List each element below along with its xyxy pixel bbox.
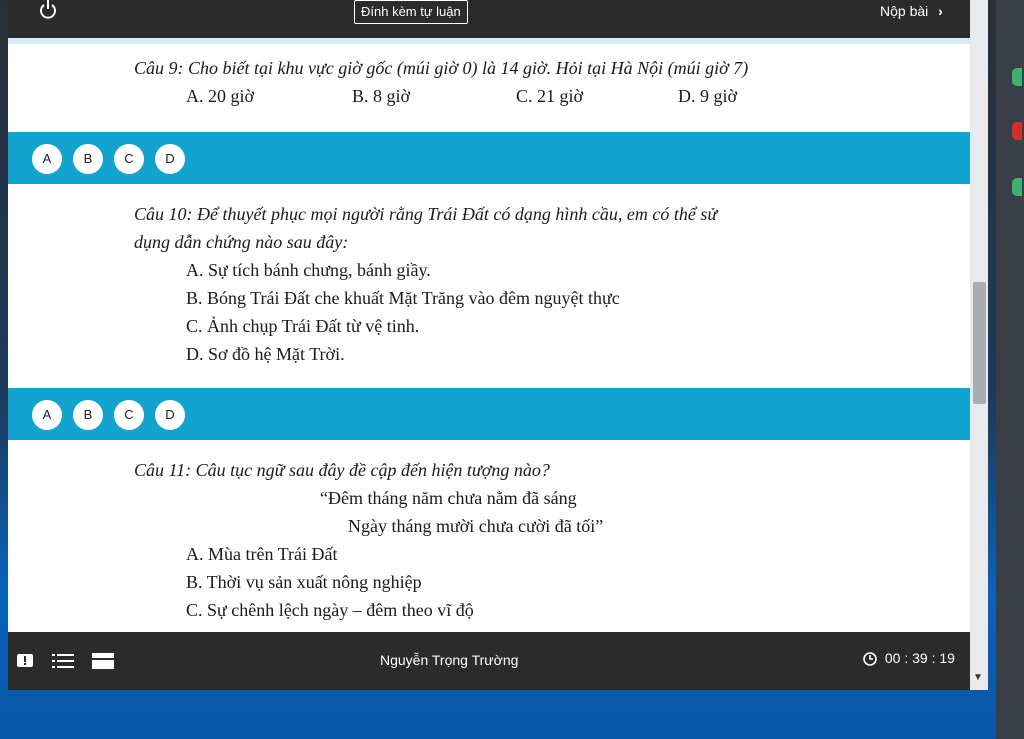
scrollbar-thumb[interactable]: [973, 282, 986, 404]
q9-option-a: A. 20 giờ: [186, 86, 255, 106]
answer-bar-q10: [8, 388, 970, 440]
list-icon[interactable]: [52, 652, 74, 675]
submit-label: Nộp bài: [880, 3, 929, 19]
q10-option-b: B. Bóng Trái Đất che khuất Mặt Trăng vào đêm nguyệt thực: [186, 288, 620, 308]
answer-bar-q9: [8, 132, 970, 184]
top-bar: [8, 0, 970, 38]
layout-icon[interactable]: [92, 652, 114, 675]
q9-option-d: D. 9 giờ: [678, 86, 738, 106]
q11-option-b: B. Thời vụ sản xuất nông nghiệp: [186, 572, 422, 592]
green-marker-2: [1012, 178, 1022, 196]
q10-answer-a[interactable]: A: [32, 400, 62, 430]
q11-quote-line1: “Đêm tháng năm chưa nằm đã sáng: [320, 488, 577, 508]
q10-option-a: A. Sự tích bánh chưng, bánh giầy.: [186, 260, 431, 280]
q9-answer-c[interactable]: C: [114, 144, 144, 174]
question-11-text: Câu 11: Câu tục ngữ sau đây đề cập đến hiện tượng nào?: [134, 460, 550, 480]
clock-icon: [863, 652, 877, 669]
question-10-text-line1: Câu 10: Để thuyết phục mọi người rằng Trái Đất có dạng hình cầu, em có thể sử: [134, 204, 718, 224]
bottom-bar: [8, 632, 970, 690]
student-name: Nguyễn Trọng Trường: [380, 652, 519, 668]
q11-quote-line2: Ngày tháng mười chưa cười đã tối”: [348, 516, 604, 536]
q10-answer-c[interactable]: C: [114, 400, 144, 430]
timer-value: 00 : 39 : 19: [884, 650, 955, 666]
attach-essay-button[interactable]: Đính kèm tự luận: [354, 0, 468, 24]
question-10-text-line2: dụng dẫn chứng nào sau đây:: [134, 232, 349, 252]
q9-answer-d[interactable]: D: [155, 144, 185, 174]
timer: [863, 650, 955, 669]
power-icon[interactable]: [38, 0, 58, 20]
q10-answer-d[interactable]: D: [155, 400, 185, 430]
q9-option-b: B. 8 giờ: [352, 86, 411, 106]
exam-window: [8, 0, 970, 690]
submit-button[interactable]: [880, 0, 943, 22]
alert-icon[interactable]: [16, 652, 34, 675]
top-divider: [8, 38, 970, 44]
green-marker: [1012, 68, 1022, 86]
question-9-text: Câu 9: Cho biết tại khu vực giờ gốc (múi giờ 0) là 14 giờ. Hỏi tại Hà Nội (múi giờ 7): [134, 58, 749, 78]
q11-option-a: A. Mùa trên Trái Đất: [186, 544, 338, 564]
q9-answer-b[interactable]: B: [73, 144, 103, 174]
q9-option-c: C. 21 giờ: [516, 86, 584, 106]
red-marker: [1012, 122, 1022, 140]
q11-option-c: C. Sự chênh lệch ngày – đêm theo vĩ độ: [186, 600, 474, 620]
scroll-down-icon[interactable]: ▼: [973, 672, 983, 683]
chevron-right-icon: ›: [938, 3, 943, 19]
q10-answer-b[interactable]: B: [73, 400, 103, 430]
q9-answer-a[interactable]: A: [32, 144, 62, 174]
q10-option-c: C. Ảnh chụp Trái Đất từ vệ tinh.: [186, 316, 420, 336]
q10-option-d: D. Sơ đồ hệ Mặt Trời.: [186, 344, 345, 364]
desktop-right-panel: [996, 0, 1024, 739]
